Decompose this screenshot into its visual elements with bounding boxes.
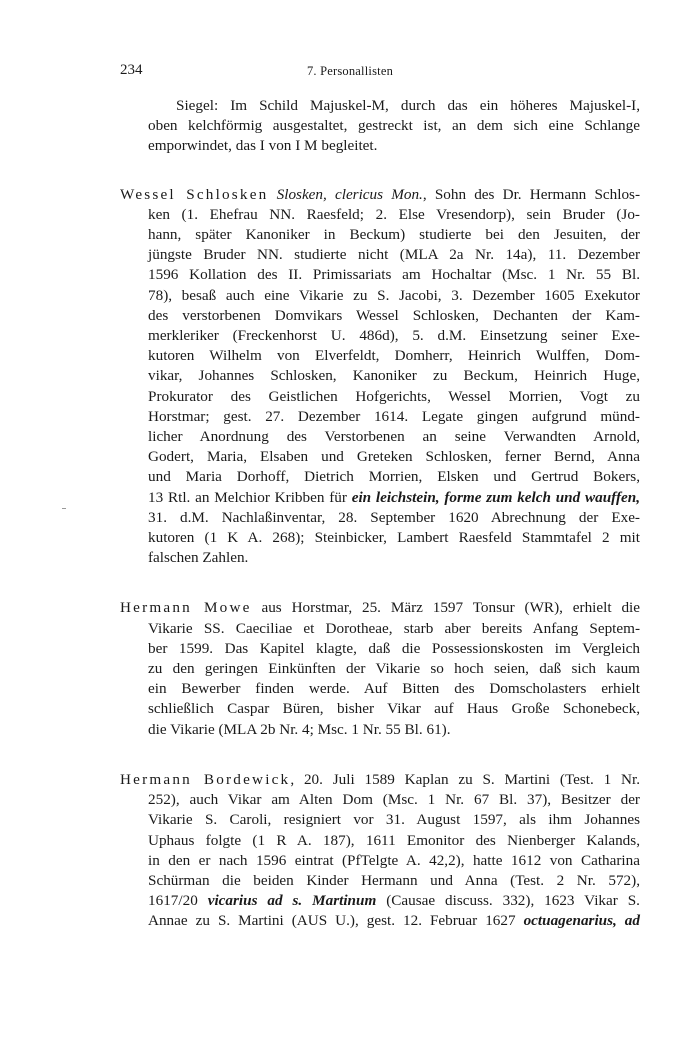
seal-paragraph	[120, 96, 640, 157]
text-line: Vikarie S. Caroli, resigniert vor 31. August 1597, als ihm Johannes	[148, 811, 640, 829]
italic-quote: Slosken, clericus Mon.	[276, 185, 423, 203]
person-name: Wessel Schlosken	[120, 185, 269, 203]
entry-first-line	[120, 770, 640, 790]
entry-text: 1617/20	[148, 892, 208, 910]
text-line: jüngste Bruder NN. studierte nicht (MLA 2a Nr. 14a), 11. Dezember	[148, 246, 640, 264]
text-line: ken (1. Ehefrau NN. Raesfeld; 2. Else Vresendorp), sein Bruder (Jo-	[148, 205, 640, 223]
italic-quote: octuagenarius, ad	[523, 912, 640, 930]
entry-text: aus Horstmar, 25. März 1597 Tonsur (WR), erhielt die	[251, 599, 640, 617]
text-line: Godert, Maria, Elsaben und Greteken Schlosken, ferner Bernd, Anna	[148, 448, 640, 466]
entry-text: Annae zu S. Martini (AUS U.), gest. 12. Februar 1627	[148, 912, 524, 930]
text-line: oben kelchförmig ausgestaltet, gestreckt ist, an dem sich eine Schlange	[148, 117, 640, 135]
entry-text: 13 Rtl. an Melchior Kribben für	[148, 488, 352, 506]
italic-quote: ein leichstein, forme zum kelch und wauffen,	[351, 488, 640, 506]
text-line: merkleriker (Freckenhorst U. 486d), 5. d.M. Einsetzung seiner Exe-	[148, 327, 640, 345]
text-line: schließlich Caspar Büren, bisher Vikar auf Haus Große Schonebeck,	[148, 700, 640, 718]
entry-text: , 20. Juli 1589 Kaplan zu S. Martini (Test. 1 Nr.	[290, 770, 641, 788]
text-line: Uphaus folgte (1 R A. 187), 1611 Emonitor des Nienberger Kalands,	[148, 831, 640, 849]
margin-mark	[62, 508, 66, 509]
text-line: licher Anordnung des Verstorbenen an seine Verwandten Arnold,	[148, 428, 640, 446]
text-line: ber 1599. Das Kapitel klagte, daß die Possessionskosten im Vergleich	[148, 639, 640, 657]
final-line	[148, 911, 640, 931]
text-line: Siegel: Im Schild Majuskel-M, durch das ein höheres Majuskel-I,	[176, 97, 640, 114]
legacy-line	[148, 488, 640, 508]
text-line: Schürman die beiden Kinder Hermann und Anna (Test. 2 Nr. 572),	[148, 871, 640, 889]
entry-text: , Sohn des Dr. Hermann Schlos-	[422, 185, 641, 203]
entry-first-line	[120, 185, 640, 205]
text-line: kutoren Wilhelm von Elverfeldt, Domherr, Heinrich Wulffen, Dom-	[148, 347, 640, 365]
page-number: 234	[120, 62, 143, 78]
text-line: vikar, Johannes Schlosken, Kanoniker zu Beckum, Heinrich Huge,	[148, 367, 640, 385]
text-line: 78), besaß auch eine Vikarie zu S. Jacobi, 3. Dezember 1605 Exekutor	[148, 286, 640, 304]
entry-text: (Causae discuss. 332), 1623 Vikar S.	[376, 892, 640, 910]
text-line: zu den geringen Einkünften der Vikarie so hoch seien, daß sich kaum	[148, 660, 640, 678]
entry-first-line	[120, 598, 640, 618]
text-line: 31. d.M. Nachlaßinventar, 28. September 1620 Abrechnung der Exe-	[148, 508, 640, 526]
text-line: Vikarie SS. Caeciliae et Dorotheae, starb aber bereits Anfang Septem-	[148, 619, 640, 637]
page-body	[120, 96, 640, 962]
text-line: des verstorbenen Domvikars Wessel Schlosken, Dechanten der Kam-	[148, 306, 640, 324]
text-line: 1596 Kollation des II. Primissariats am Hochaltar (Msc. 1 Nr. 55 Bl.	[148, 266, 640, 284]
italic-quote: vicarius ad s. Martinum	[207, 892, 377, 910]
text-line: Prokurator des Geistlichen Hofgerichts, Wessel Morrien, Vogt zu	[148, 387, 640, 405]
text-line: hann, später Kanoniker in Beckum) studierte bei den Jesuiten, der	[148, 226, 640, 244]
text-line: Horstmar; gest. 27. Dezember 1614. Legate gingen aufgrund münd-	[148, 407, 640, 425]
entry-hermann-bordewick	[120, 770, 640, 932]
person-name: Hermann Mowe	[120, 599, 252, 617]
text-line: in den er nach 1596 eintrat (PfTelgte A. 42,2), hatte 1612 von Catharina	[148, 851, 640, 869]
text-line: 252), auch Vikar am Alten Dom (Msc. 1 Nr. 67 Bl. 37), Besitzer der	[148, 791, 640, 809]
entry-hermann-mowe	[120, 598, 640, 739]
text-line: die Vikarie (MLA 2b Nr. 4; Msc. 1 Nr. 55 Bl. 61).	[148, 720, 451, 738]
text-line: falschen Zahlen.	[148, 549, 249, 567]
running-head: 7. Personallisten	[306, 64, 394, 78]
entry-wessel-schlosken	[120, 185, 640, 569]
text-line: ein Bewerber finden werde. Auf Bitten des Domscholasters erhielt	[148, 680, 640, 698]
person-name: Hermann Bordewick	[120, 770, 291, 788]
vicarius-line	[148, 891, 640, 911]
text-line: kutoren (1 K A. 268); Steinbicker, Lambert Raesfeld Stammtafel 2 mit	[148, 529, 640, 547]
text-line: emporwindet, das I von I M begleitet.	[148, 137, 378, 155]
text-line: und Maria Dorhoff, Dietrich Morrien, Elsken und Gertrud Bokers,	[148, 468, 640, 486]
